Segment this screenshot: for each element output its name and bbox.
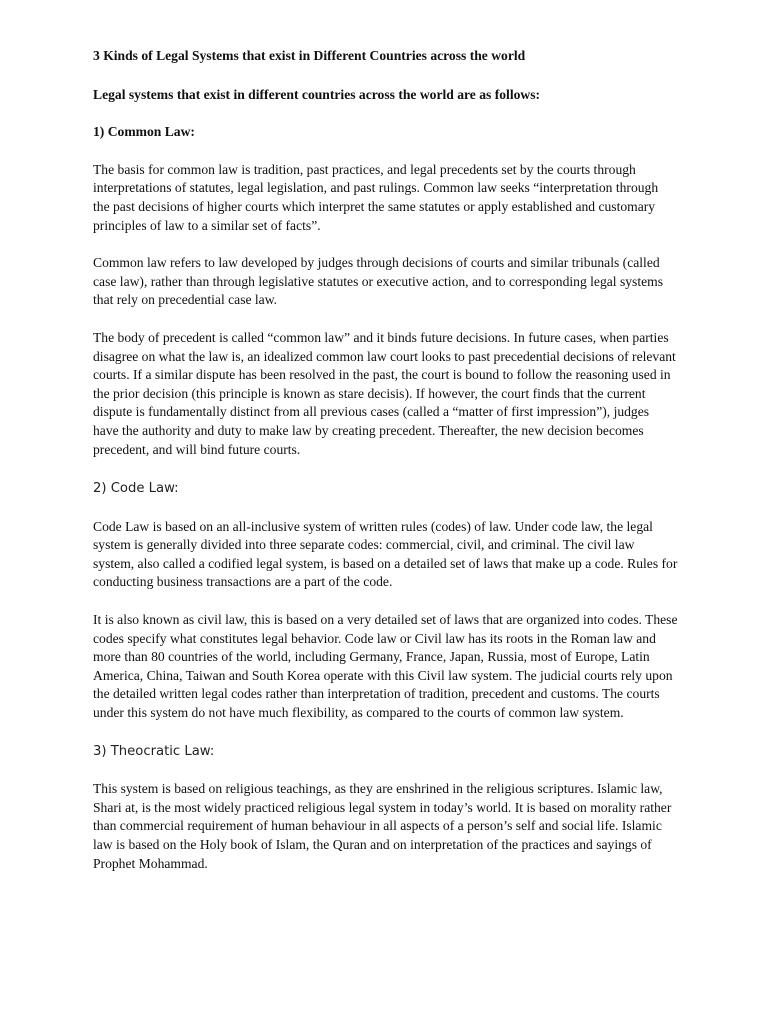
section-heading-common-law: 1) Common Law: xyxy=(93,124,195,140)
section-heading-theocratic-law: 3) Theocratic Law: xyxy=(93,743,215,759)
paragraph: The body of precedent is called “common law” and it binds future decisions. In future cases, when parties disagree on what the law is, an idealized common law court looks to past precedential decisions of relevant courts. If a similar dispute has been resolved in the past, the court is bound to follow the reasoning used in the prior decision (this principle is known as stare decisis). If however, the court finds that the current dispute is fundamentally distinct from all previous cases (called a “matter of first impression”), judges have the authority and duty to make law by creating precedent. Thereafter, the new decision becomes precedent, and will bind future courts. xyxy=(93,329,676,457)
paragraph: Code Law is based on an all-inclusive system of written rules (codes) of law. Under code law, the legal system is generally divided into three separate codes: commercial, civil, and criminal. The civil law system, also called a codified legal system, is based on a detailed set of laws that make up a code. Rules for conducting business transactions are a part of the code. xyxy=(93,518,678,590)
section-heading-code-law: 2) Code Law: xyxy=(93,481,179,497)
document-title: 3 Kinds of Legal Systems that exist in Different Countries across the world xyxy=(93,48,526,63)
paragraph: It is also known as civil law, this is based on a very detailed set of laws that are organized into codes. These codes specify what constitutes legal behavior. Code law or Civil law has its roots in the Roman law and more than 80 countries of the world, including Germany, France, Japan, Russia, most of Europe, Latin America, China, Taiwan and South Korea operate with this Civil law system. The judicial courts rely upon the detailed written legal codes rather than interpretation of tradition, precedent and customs. The courts under this system do not have much flexibility, as compared to the courts of common law system. xyxy=(93,612,678,721)
paragraph: Common law refers to law developed by judges through decisions of courts and similar tribunals (called case law), rather than through legislative statutes or executive action, and to corresponding legal systems that rely on precedential case law. xyxy=(93,255,664,308)
document-subtitle: Legal systems that exist in different countries across the world are as follows: xyxy=(93,86,541,102)
paragraph: This system is based on religious teachings, as they are enshrined in the religious scriptures. Islamic law, Shari at, is the most widely practiced religious legal system in today’s world. It is based on morality rather than commercial requirement of human behaviour in all aspects of a person’s self and social life. Islamic law is based on the Holy book of Islam, the Quran and on interpretation of the practices and sayings of Prophet Mohammad. xyxy=(93,781,672,871)
paragraph: The basis for common law is tradition, past practices, and legal precedents set by the courts through interpretations of statutes, legal legislation, and past rulings. Common law seeks “interpretation through the past decisions of higher courts which interpret the same statutes or apply established and customary principles of law to a similar set of facts”. xyxy=(93,161,659,233)
